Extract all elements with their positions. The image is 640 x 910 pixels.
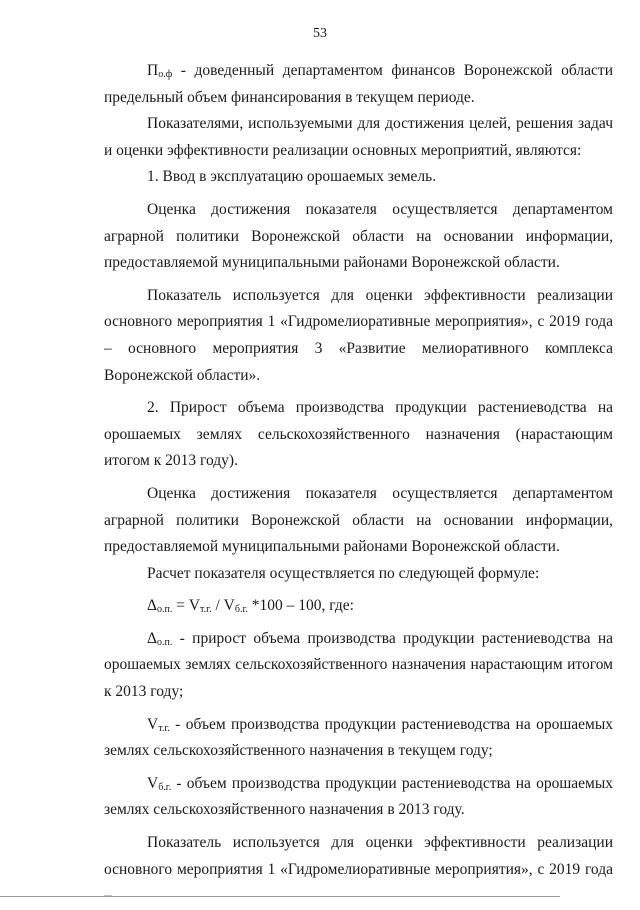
page-number: 53: [313, 26, 327, 41]
definition-subscript: б.г.: [158, 781, 172, 793]
definition-text: - объем производства продукции растениеводства на орошаемых землях сельскохозяйственного назначения в 2013 году.: [104, 774, 613, 819]
symbol-p: П: [147, 62, 159, 79]
definition-text: - прирост объема производства продукции растениеводства на орошаемых землях сельскохозяйственного назначения нарастающим итогом к 2013 году;: [104, 629, 613, 701]
paragraph-text: - доведенный департаментом финансов Воронежской области предельный объем финансирования в текущем периоде.: [104, 62, 613, 106]
definition-delta: [104, 626, 613, 706]
formula-divide: / V: [211, 597, 235, 615]
definition-symbol: V: [147, 774, 159, 792]
paragraph-indicator-1: 1. Ввод в эксплуатацию орошаемых земель.: [147, 168, 437, 186]
formula-delta: Δ: [147, 597, 157, 615]
document-body: [104, 58, 613, 910]
definition-subscript: т.г.: [158, 722, 170, 734]
formula-delta-subscript: о.п.: [156, 604, 173, 616]
paragraph-indicator-2: 2. Прирост объема производства продукции растениеводства на орошаемых землях сельскохозяйственного назначения (нарастающим итогом к 2013 году).: [104, 399, 613, 470]
formula-equals: = V: [172, 597, 201, 615]
paragraph-usage-2: Показатель используется для оценки эффективности реализации основного мероприятия 1 «Гидромелиоративные мероприятия», с 2019 года –: [104, 834, 613, 905]
definition-text: - объем производства продукции растениеводства на орошаемых землях сельскохозяйственного назначения в текущем году;: [104, 715, 613, 760]
footer-divider: [0, 896, 560, 897]
paragraph-assessment-2: Оценка достижения показателя осуществляется департаментом аграрной политики Воронежской области на основании информации, предоставляемой муниципальными районами Воронежской области.: [104, 484, 613, 556]
formula: [104, 593, 613, 620]
paragraph-formula-intro: Расчет показателя осуществляется по следующей формуле:: [147, 564, 540, 582]
definition-symbol: V: [147, 715, 159, 733]
paragraph-indicators-intro: Показателями, используемыми для достижения целей, решения задач и оценки эффективности реализации основных мероприятий, являются:: [104, 115, 613, 159]
definition-subscript: о.п.: [156, 636, 173, 648]
paragraph-financing-definition: [104, 58, 613, 111]
formula-v1-subscript: т.г.: [200, 604, 212, 616]
paragraph-assessment-1: Оценка достижения показателя осуществляется департаментом аграрной политики Воронежской области на основании информации, предоставляемой муниципальными районами Воронежской области.: [104, 200, 613, 272]
definition-v-current: [104, 712, 613, 765]
formula-v2-subscript: б.г.: [234, 604, 248, 616]
symbol-p-subscript: о.ф: [158, 69, 173, 80]
formula-tail: *100 – 100, где:: [247, 597, 354, 615]
definition-symbol: Δ: [147, 629, 157, 647]
paragraph-usage-1: Показатель используется для оценки эффективности реализации основного мероприятия 1 «Гидромелиоративные мероприятия», с 2019 года – основного мероприятия 3 «Развитие мелиоративного комплекса Воронежской области».: [104, 286, 613, 384]
definition-v-base: [104, 771, 613, 824]
